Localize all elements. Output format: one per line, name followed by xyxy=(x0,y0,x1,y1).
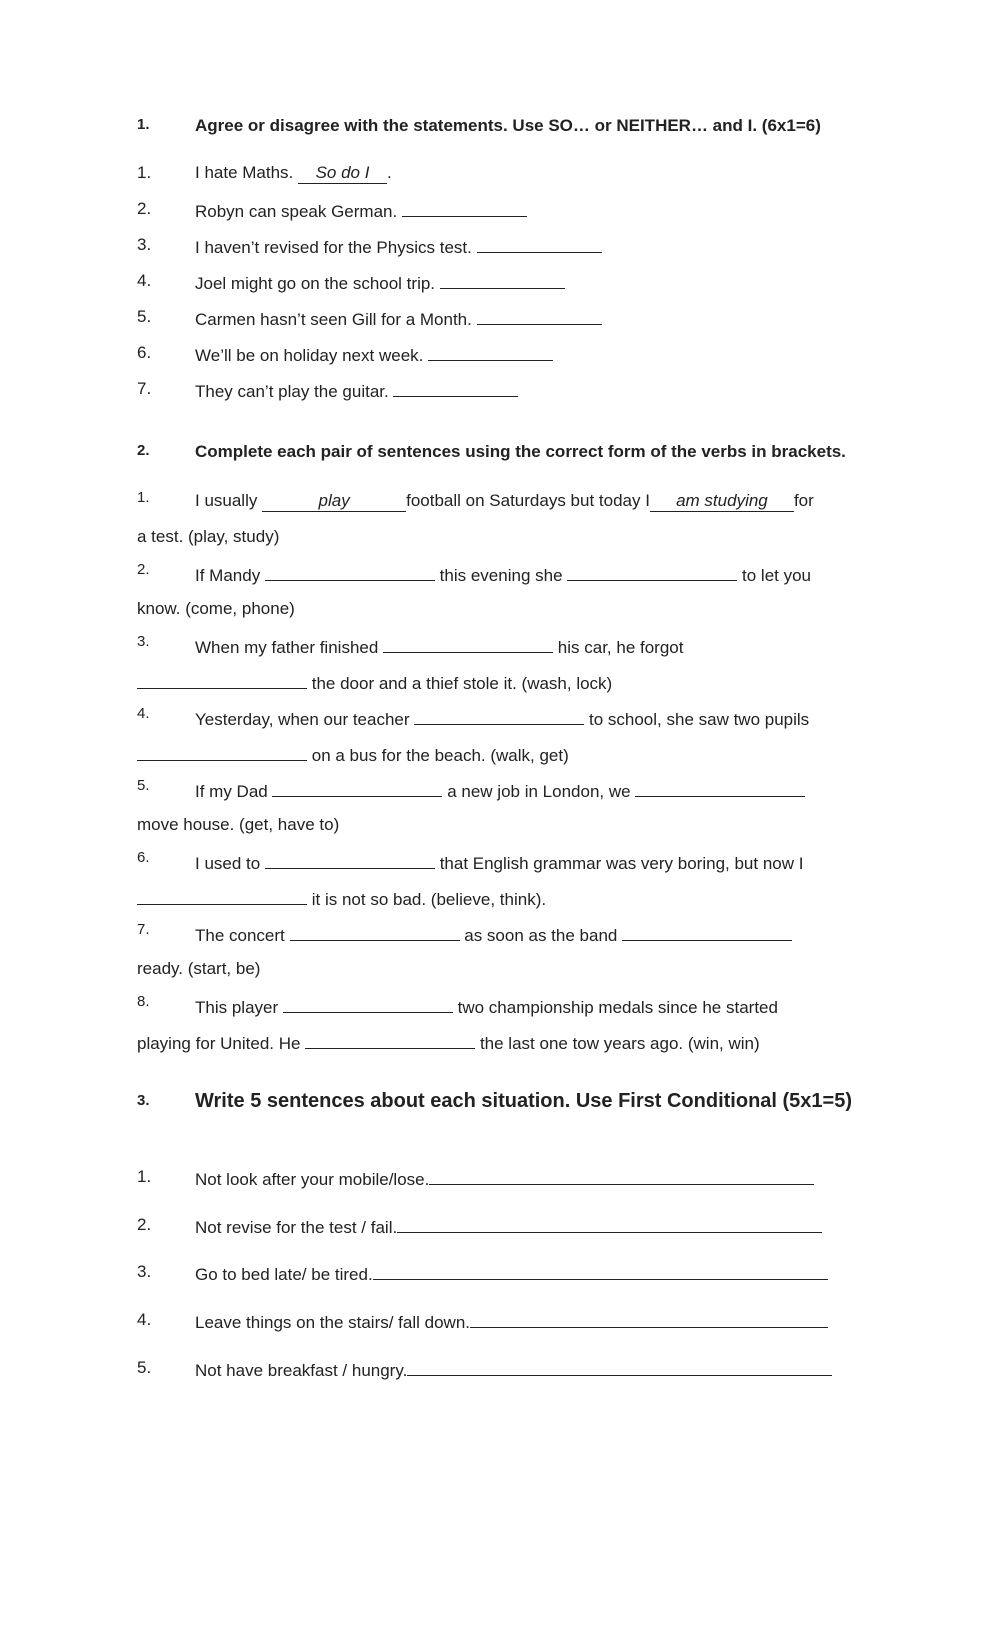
item-text: the last one tow years ago. (win, win) xyxy=(479,1034,760,1053)
item-text: If Mandy xyxy=(195,566,261,585)
exercise-item xyxy=(137,1262,897,1290)
item-text: it is not so bad. (believe, think). xyxy=(311,890,547,909)
exercise-item xyxy=(137,851,897,879)
item-text: If my Dad xyxy=(195,782,268,801)
item-text: football on Saturdays but today I xyxy=(406,491,650,510)
section-title: Write 5 sentences about each situation. Use First Conditional (5x1=5) xyxy=(195,1090,853,1112)
answer-field[interactable]: So do I xyxy=(298,163,387,184)
item-continuation xyxy=(137,743,569,766)
item-number: 1. xyxy=(137,163,152,182)
section-number: 1. xyxy=(137,116,150,133)
answer-blank[interactable] xyxy=(373,1262,828,1280)
item-text: two championship medals since he started xyxy=(457,998,778,1017)
answer-blank[interactable] xyxy=(470,1310,828,1328)
item-text: to let you xyxy=(742,566,812,585)
item-text: They can’t play the guitar. xyxy=(195,382,389,401)
item-continuation: know. (come, phone) xyxy=(137,599,295,618)
answer-field[interactable]: am studying xyxy=(650,491,794,512)
item-continuation xyxy=(137,671,612,694)
exercise-item xyxy=(137,307,897,335)
item-text: We’ll be on holiday next week. xyxy=(195,346,424,365)
answer-blank[interactable] xyxy=(383,635,553,653)
answer-blank[interactable] xyxy=(407,1358,832,1376)
item-text: that English grammar was very boring, but now I xyxy=(439,854,804,873)
answer-blank[interactable] xyxy=(397,1215,822,1233)
section-title: Complete each pair of sentences using the correct form of the verbs in brackets. xyxy=(195,442,846,461)
item-text: playing for United. He xyxy=(137,1034,301,1053)
exercise-item xyxy=(137,923,897,951)
item-text: Robyn can speak German. xyxy=(195,202,398,221)
answer-blank[interactable] xyxy=(265,851,435,869)
item-text: a new job in London, we xyxy=(447,782,631,801)
exercise-item xyxy=(137,779,897,807)
section-2-header xyxy=(137,442,897,472)
exercise-item xyxy=(137,271,897,299)
answer-blank[interactable] xyxy=(440,271,565,289)
item-text: Not revise for the test / fail. xyxy=(195,1218,398,1237)
answer-blank[interactable] xyxy=(265,563,435,581)
exercise-item xyxy=(137,1167,897,1195)
exercise-item xyxy=(137,995,897,1023)
exercise-item xyxy=(137,1310,897,1338)
item-number: 4. xyxy=(137,1310,152,1329)
answer-blank[interactable] xyxy=(137,743,307,761)
item-continuation: move house. (get, have to) xyxy=(137,815,340,834)
item-number: 5. xyxy=(137,307,152,326)
section-title: Agree or disagree with the statements. Use SO… or NEITHER… and I. (6x1=6) xyxy=(195,116,821,135)
answer-blank[interactable] xyxy=(635,779,805,797)
answer-blank[interactable] xyxy=(272,779,442,797)
item-text: to school, she saw two pupils xyxy=(589,710,810,729)
section-number: 3. xyxy=(137,1092,150,1109)
item-number: 2. xyxy=(137,1215,152,1234)
item-number: 5. xyxy=(137,777,150,794)
exercise-item xyxy=(137,707,897,735)
answer-blank[interactable] xyxy=(137,671,307,689)
item-number: 7. xyxy=(137,379,152,398)
item-number: 2. xyxy=(137,199,152,218)
exercise-item xyxy=(137,379,897,407)
answer-blank[interactable] xyxy=(477,307,602,325)
item-text: Go to bed late/ be tired. xyxy=(195,1265,373,1284)
item-end: . xyxy=(387,163,392,182)
exercise-item xyxy=(137,235,897,263)
answer-blank[interactable] xyxy=(393,379,518,397)
answer-blank[interactable] xyxy=(622,923,792,941)
item-text: The concert xyxy=(195,926,285,945)
item-number: 5. xyxy=(137,1358,152,1377)
item-text: as soon as the band xyxy=(464,926,618,945)
answer-blank[interactable] xyxy=(283,995,453,1013)
item-number: 8. xyxy=(137,993,150,1010)
answer-blank[interactable] xyxy=(477,235,602,253)
exercise-item xyxy=(137,635,897,663)
item-text: on a bus for the beach. (walk, get) xyxy=(311,746,569,765)
item-number: 3. xyxy=(137,1262,152,1281)
item-text: for xyxy=(793,491,814,510)
section-3-header xyxy=(137,1092,897,1122)
item-text: I haven’t revised for the Physics test. xyxy=(195,238,472,257)
answer-field[interactable]: play xyxy=(262,491,406,512)
answer-blank[interactable] xyxy=(305,1031,475,1049)
item-text: Leave things on the stairs/ fall down. xyxy=(195,1313,470,1332)
item-text: This player xyxy=(195,998,279,1017)
item-number: 6. xyxy=(137,849,150,866)
item-continuation: ready. (start, be) xyxy=(137,959,261,978)
item-text: Joel might go on the school trip. xyxy=(195,274,436,293)
item-number: 4. xyxy=(137,705,150,722)
item-text: I usually xyxy=(195,491,258,510)
item-number: 7. xyxy=(137,921,150,938)
item-text: I hate Maths. xyxy=(195,163,294,182)
item-text: Carmen hasn’t seen Gill for a Month. xyxy=(195,310,472,329)
item-number: 3. xyxy=(137,235,152,254)
item-number: 1. xyxy=(137,489,150,506)
item-number: 3. xyxy=(137,633,150,650)
exercise-item xyxy=(137,563,897,591)
item-number: 1. xyxy=(137,1167,152,1186)
answer-blank[interactable] xyxy=(137,887,307,905)
exercise-item xyxy=(137,1358,897,1386)
exercise-item xyxy=(137,343,897,371)
item-continuation: a test. (play, study) xyxy=(137,527,280,546)
section-1-header xyxy=(137,116,897,146)
answer-blank[interactable] xyxy=(402,199,527,217)
item-text: this evening she xyxy=(439,566,563,585)
answer-blank[interactable] xyxy=(429,1167,814,1185)
exercise-item xyxy=(137,163,897,191)
exercise-item xyxy=(137,199,897,227)
item-number: 4. xyxy=(137,271,152,290)
item-continuation xyxy=(137,1031,760,1054)
item-number: 6. xyxy=(137,343,152,362)
item-continuation xyxy=(137,887,546,910)
answer-blank[interactable] xyxy=(414,707,584,725)
item-text: When my father finished xyxy=(195,638,379,657)
item-text: I used to xyxy=(195,854,261,873)
item-text: Yesterday, when our teacher xyxy=(195,710,410,729)
answer-blank[interactable] xyxy=(290,923,460,941)
item-text: Not look after your mobile/lose. xyxy=(195,1170,430,1189)
exercise-item xyxy=(137,1215,897,1243)
item-text: his car, he forgot xyxy=(557,638,684,657)
answer-blank[interactable] xyxy=(567,563,737,581)
section-number: 2. xyxy=(137,442,150,459)
item-number: 2. xyxy=(137,561,150,578)
answer-blank[interactable] xyxy=(428,343,553,361)
item-text: Not have breakfast / hungry. xyxy=(195,1361,408,1380)
item-text: the door and a thief stole it. (wash, lock) xyxy=(311,674,613,693)
exercise-item xyxy=(137,491,897,519)
